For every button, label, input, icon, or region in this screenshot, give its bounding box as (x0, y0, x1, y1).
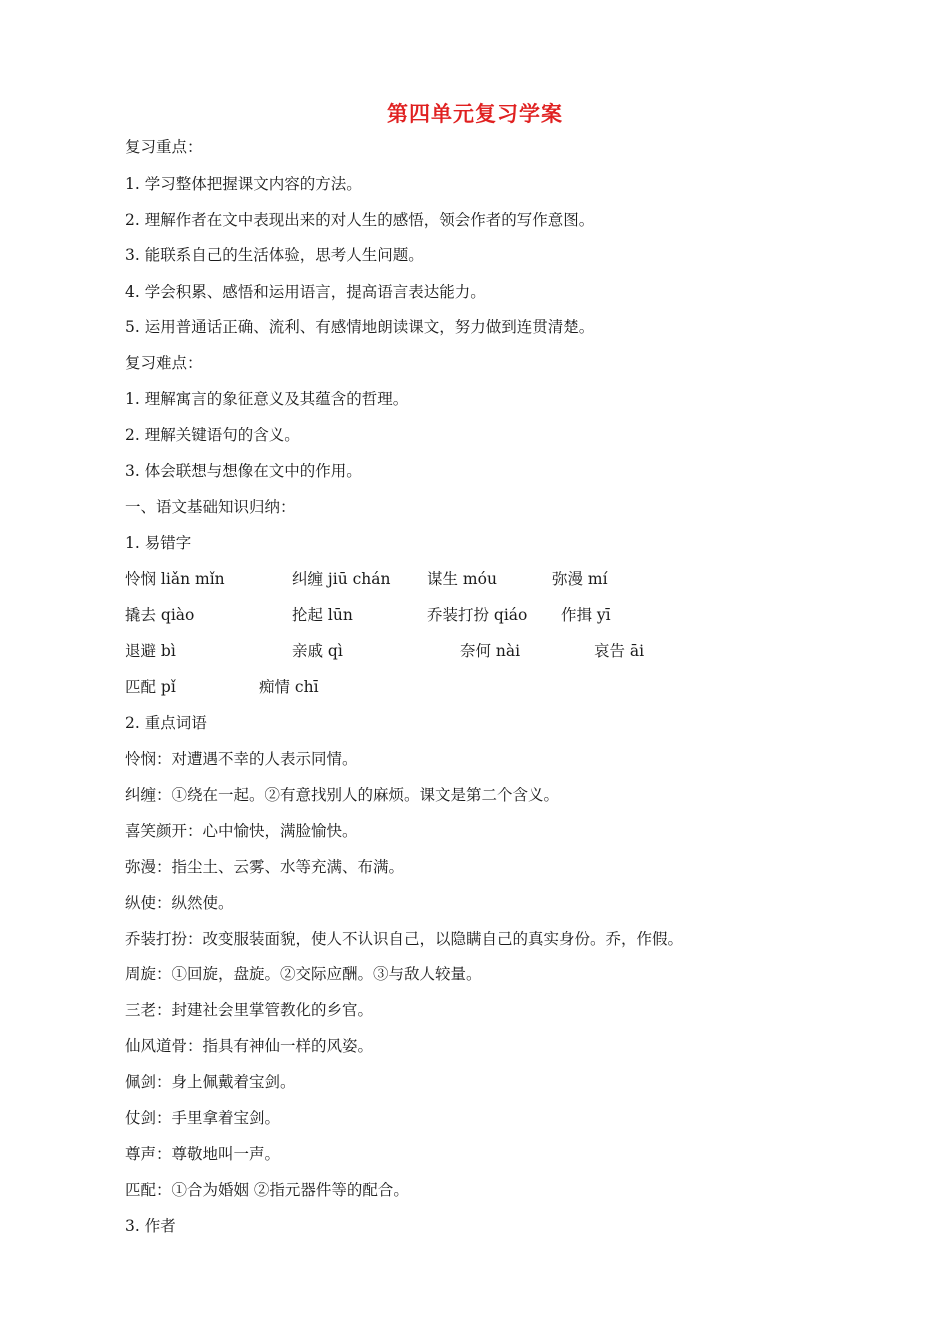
definition: 三老：封建社会里掌管教化的乡官。 (125, 1001, 374, 1019)
definition: 佩剑：身上佩戴着宝剑。 (125, 1073, 296, 1091)
difficulty-item: 1. 理解寓言的象征意义及其蕴含的哲理。 (125, 390, 409, 408)
subsection-heading: 1. 易错字 (125, 534, 192, 552)
definition: 尊声：尊敬地叫一声。 (125, 1145, 281, 1163)
focus-heading: 复习重点： (125, 138, 203, 156)
char-entry: 作揖 yī (561, 606, 611, 624)
char-entry: 匹配 pǐ (125, 678, 176, 696)
char-entry: 亲戚 qì (292, 642, 343, 660)
char-entry: 哀告 āi (594, 642, 645, 660)
difficulty-item: 3. 体会联想与想像在文中的作用。 (125, 462, 362, 480)
definition: 纵使：纵然使。 (125, 894, 234, 912)
char-row (0, 605, 950, 625)
subsection-heading: 3. 作者 (125, 1217, 176, 1235)
definition: 乔装打扮：改变服装面貌，使人不认识自己，以隐瞒自己的真实身份。乔，作假。 (125, 930, 684, 948)
subsection-heading: 2. 重点词语 (125, 714, 207, 732)
char-row (0, 641, 950, 661)
section-heading: 一、语文基础知识归纳： (125, 498, 296, 516)
focus-item: 5. 运用普通话正确、流利、有感情地朗读课文，努力做到连贯清楚。 (125, 318, 595, 336)
definition: 仗剑：手里拿着宝剑。 (125, 1109, 281, 1127)
definition: 周旋：①回旋，盘旋。②交际应酬。③与敌人较量。 (125, 965, 482, 983)
difficulty-heading: 复习难点： (125, 354, 203, 372)
char-entry: 弥漫 mí (552, 570, 608, 588)
definition: 匹配：①合为婚姻 ②指元器件等的配合。 (125, 1181, 409, 1199)
definition: 喜笑颜开：心中愉快，满脸愉快。 (125, 822, 358, 840)
definition: 弥漫：指尘土、云雾、水等充满、布满。 (125, 858, 405, 876)
focus-item: 1. 学习整体把握课文内容的方法。 (125, 175, 362, 193)
char-entry: 撬去 qiào (125, 606, 195, 624)
char-entry: 抡起 lūn (292, 606, 353, 624)
char-row (0, 677, 950, 697)
definition: 纠缠：①绕在一起。②有意找别人的麻烦。课文是第二个含义。 (125, 786, 560, 804)
definition: 仙风道骨：指具有神仙一样的风姿。 (125, 1037, 374, 1055)
char-entry: 谋生 móu (427, 570, 497, 588)
focus-item: 4. 学会积累、感悟和运用语言，提高语言表达能力。 (125, 283, 486, 301)
difficulty-item: 2. 理解关键语句的含义。 (125, 426, 300, 444)
document-title: 第四单元复习学案 (387, 102, 563, 126)
char-row (0, 569, 950, 589)
char-entry: 乔装打扮 qiáo (427, 606, 528, 624)
char-entry: 退避 bì (125, 642, 176, 660)
char-entry: 痴情 chī (259, 678, 319, 696)
char-entry: 纠缠 jiū chán (292, 570, 391, 588)
char-entry: 奈何 nài (460, 642, 521, 660)
focus-item: 2. 理解作者在文中表现出来的对人生的感悟，领会作者的写作意图。 (125, 211, 595, 229)
focus-item: 3. 能联系自己的生活体验，思考人生问题。 (125, 246, 424, 264)
definition: 怜悯：对遭遇不幸的人表示同情。 (125, 750, 358, 768)
char-entry: 怜悯 liǎn mǐn (125, 570, 225, 588)
